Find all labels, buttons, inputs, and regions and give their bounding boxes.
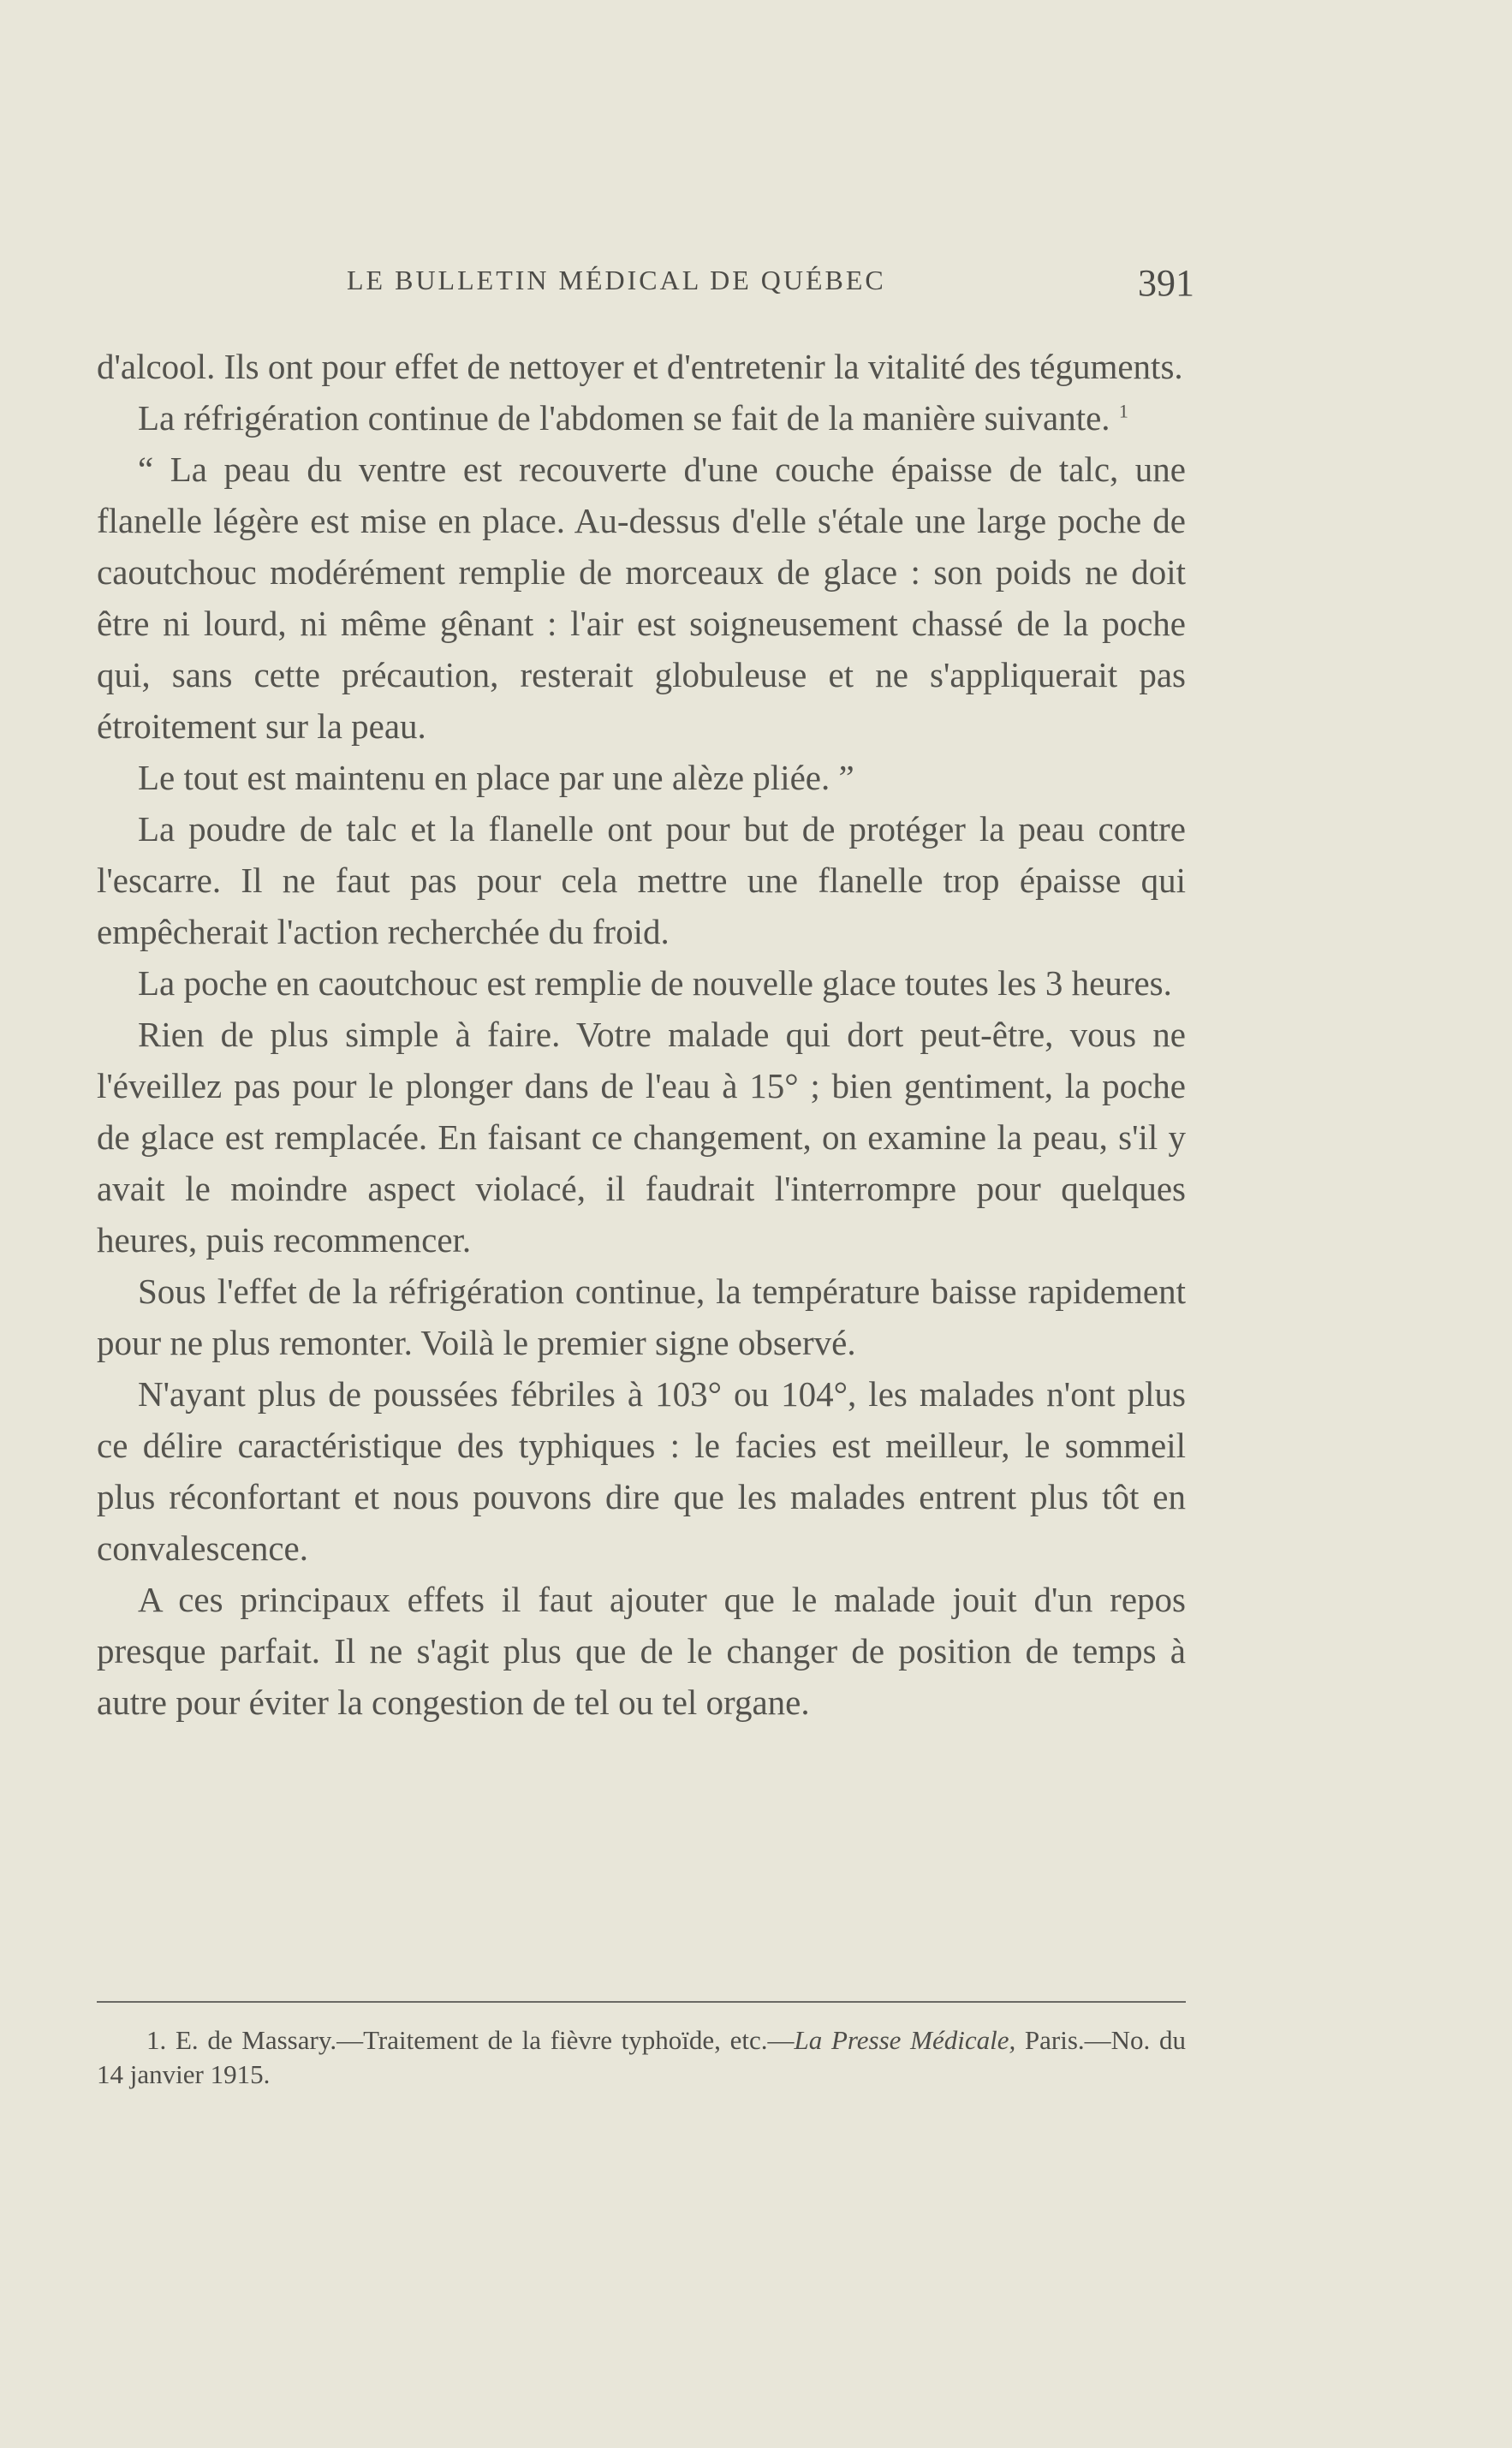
footnote-number: 1. (146, 2025, 167, 2055)
footnote-reference: 1 (1118, 400, 1128, 422)
page-number: 391 (1138, 262, 1194, 304)
paragraph: Sous l'effet de la réfrigération continue, la température baisse rapidement pour ne plus remonter. Voilà le premier signe observé. (97, 1272, 1186, 1362)
paragraph-text: La réfrigération continue de l'abdomen se fait de la manière suivante. (138, 398, 1110, 438)
footnote-citation-end: Paris.—No. du 14 janvier 1915. (97, 2025, 1187, 2089)
footnote-citation: E. de Massary.—Traitement de la fièvre typhoïde, etc.— (175, 2025, 795, 2055)
paragraph (97, 392, 1186, 444)
paragraph: N'ayant plus de poussées fébriles à 103° ou 104°, les malades n'ont plus ce délire caractéristique des typhiques : le facies est meilleur, le sommeil plus réconfortant et nous pouvons dire que les malades entrent plus tôt en convalescence. (97, 1374, 1186, 1568)
footnote-divider (97, 2001, 1186, 2003)
body-text (97, 341, 1186, 1728)
footnote-source-title: La Presse Médicale, (794, 2025, 1016, 2055)
paragraph: La poudre de talc et la flanelle ont pour but de protéger la peau contre l'escarre. Il ne faut pas pour cela mettre une flanelle trop épaisse qui empêcherait l'action recherchée du froid. (97, 809, 1186, 951)
footnote-text (97, 2023, 1186, 2092)
footnote (97, 2023, 1186, 2092)
running-title: LE BULLETIN MÉDICAL DE QUÉBEC (347, 265, 886, 295)
paragraph: Le tout est maintenu en place par une alèze pliée. ” (138, 758, 854, 797)
paragraph: d'alcool. Ils ont pour effet de nettoyer et d'entretenir la vitalité des téguments. (97, 347, 1183, 386)
page-header (347, 261, 1194, 304)
quoted-paragraph: “ La peau du ventre est recouverte d'une couche épaisse de talc, une flanelle légère est mise en place. Au-dessus d'elle s'étale une large poche de caoutchouc modérément remplie de morceaux de glace : son poids ne doit être ni lourd, ni même gênant : l'air est soigneusement chassé de la poche qui, sans cette précaution, resterait globuleuse et ne s'appliquerait pas étroitement sur la peau. (97, 450, 1186, 746)
paragraph: Rien de plus simple à faire. Votre malade qui dort peut-être, vous ne l'éveillez pas pour le plonger dans de l'eau à 15° ; bien gentiment, la poche de glace est remplacée. En faisant ce changement, on examine la peau, s'il y avait le moindre aspect violacé, il faudrait l'interrompre pour quelques heures, puis recommencer. (97, 1015, 1186, 1260)
paragraph: La poche en caoutchouc est remplie de nouvelle glace toutes les 3 heures. (138, 963, 1172, 1003)
paragraph: A ces principaux effets il faut ajouter que le malade jouit d'un repos presque parfait. Il ne s'agit plus que de le changer de position de temps à autre pour éviter la congestion de tel ou tel organe. (97, 1580, 1186, 1722)
